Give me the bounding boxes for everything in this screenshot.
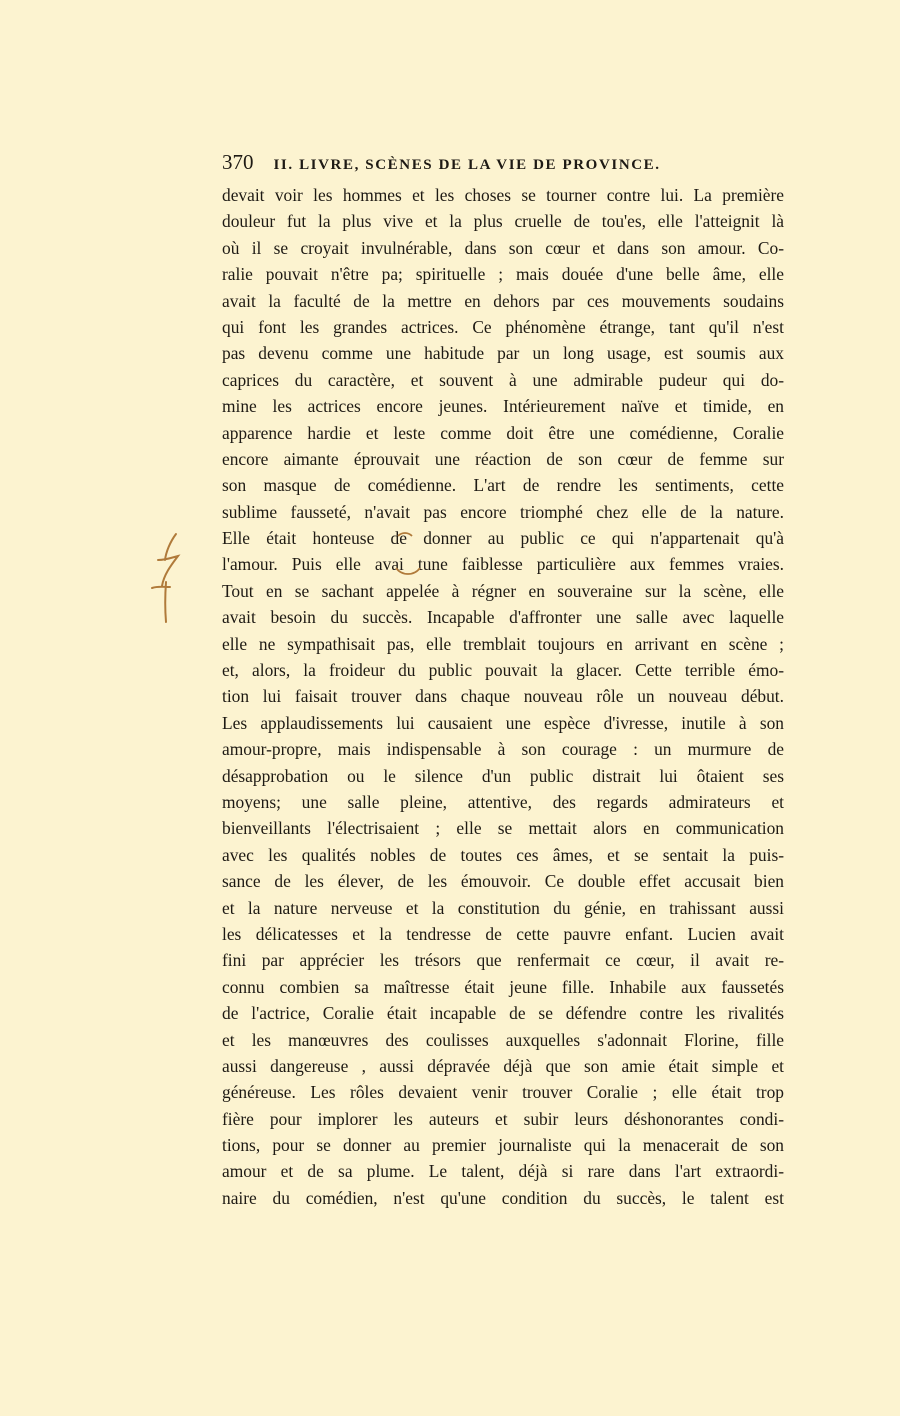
text-line: généreuse. Les rôles devaient venir trouver Coralie ; elle était trop [222, 1082, 784, 1103]
text-line: et les manœuvres des coulisses auxquelles s'adonnait Florine, fille [222, 1029, 784, 1050]
handwritten-annotation-icon [148, 530, 188, 625]
running-head: II. LIVRE, SCÈNES DE LA VIE DE PROVINCE. [273, 157, 661, 173]
text-line: son masque de comédienne. L'art de rendre les sentiments, cette [222, 475, 784, 496]
text-line: devait voir les hommes et les choses se tourner contre lui. La première [222, 185, 784, 205]
text-line: amour et de sa plume. Le talent, déjà si rare dans l'art extraordi- [222, 1161, 784, 1182]
running-header [222, 150, 784, 178]
text-line: sublime fausseté, n'avait pas encore triomphé chez elle de la nature. [222, 501, 784, 522]
body-text [222, 182, 784, 1211]
text-line: qui font les grandes actrices. Ce phénomène étrange, tant qu'il n'est [222, 316, 784, 337]
text-line: encore aimante éprouvait une réaction de son cœur de femme sur [222, 448, 784, 469]
text-line: et, alors, la froideur du public pouvait la glacer. Cette terrible émo- [222, 660, 784, 681]
text-line: bienveillants l'électrisaient ; elle se mettait alors en communication [222, 818, 784, 839]
text-line: caprices du caractère, et souvent à une admirable pudeur qui do- [222, 369, 784, 390]
text-line: mine les actrices encore jeunes. Intérieurement naïve et timide, en [222, 396, 784, 417]
handwritten-correction-marks [392, 530, 452, 580]
text-line: douleur fut la plus vive et la plus cruelle de tou'es, elle l'atteignit là [222, 211, 784, 232]
text-line: sance de les élever, de les émouvoir. Ce double effet accusait bien [222, 871, 784, 892]
text-line: les délicatesses et la tendresse de cette pauvre enfant. Lucien avait [222, 923, 784, 944]
text-line: ralie pouvait n'être pa; spirituelle ; mais douée d'une belle âme, elle [222, 264, 784, 285]
text-line: avait besoin du succès. Incapable d'affronter une salle avec laquelle [222, 607, 784, 628]
text-line: aussi dangereuse , aussi dépravée déjà que son amie était simple et [222, 1055, 784, 1076]
text-line: désapprobation ou le silence d'un public distrait lui ôtaient ses [222, 765, 784, 786]
text-line: tion lui faisait trouver dans chaque nouveau rôle un nouveau début. [222, 686, 784, 707]
text-line: Les applaudissements lui causaient une espèce d'ivresse, inutile à son [222, 712, 784, 733]
text-line: l'amour. Puis elle avai tune faiblesse particulière aux femmes vraies. [222, 554, 784, 575]
page-number: 370 [222, 150, 254, 174]
text-line: fière pour implorer les auteurs et subir leurs déshonorantes condi- [222, 1108, 784, 1129]
text-line: fini par apprécier les trésors que renfermait ce cœur, il avait re- [222, 950, 784, 971]
text-line: et la nature nerveuse et la constitution du génie, en trahissant aussi [222, 897, 784, 918]
text-line: Elle était honteuse de donner au public ce qui n'appartenait qu'à [222, 528, 784, 549]
text-line: elle ne sympathisait pas, elle tremblait toujours en arrivant en scène ; [222, 633, 784, 654]
text-line: connu combien sa maîtresse était jeune fille. Inhabile aux faussetés [222, 976, 784, 997]
text-line: avec les qualités nobles de toutes ces âmes, et se sentait la puis- [222, 844, 784, 865]
text-line: naire du comédien, n'est qu'une condition du succès, le talent est [222, 1187, 784, 1208]
text-line: pas devenu comme une habitude par un long usage, est soumis aux [222, 343, 784, 364]
text-line: moyens; une salle pleine, attentive, des regards admirateurs et [222, 791, 784, 812]
text-line: amour-propre, mais indispensable à son courage : un murmure de [222, 739, 784, 760]
text-line: de l'actrice, Coralie était incapable de se défendre contre les rivalités [222, 1003, 784, 1024]
text-line: avait la faculté de la mettre en dehors par ces mouvements soudains [222, 290, 784, 311]
text-line: apparence hardie et leste comme doit être une comédienne, Coralie [222, 422, 784, 443]
text-line: où il se croyait invulnérable, dans son cœur et dans son amour. Co- [222, 237, 784, 258]
text-line: tions, pour se donner au premier journaliste qui la menacerait de son [222, 1135, 784, 1156]
text-line: Tout en se sachant appelée à régner en souveraine sur la scène, elle [222, 580, 784, 601]
